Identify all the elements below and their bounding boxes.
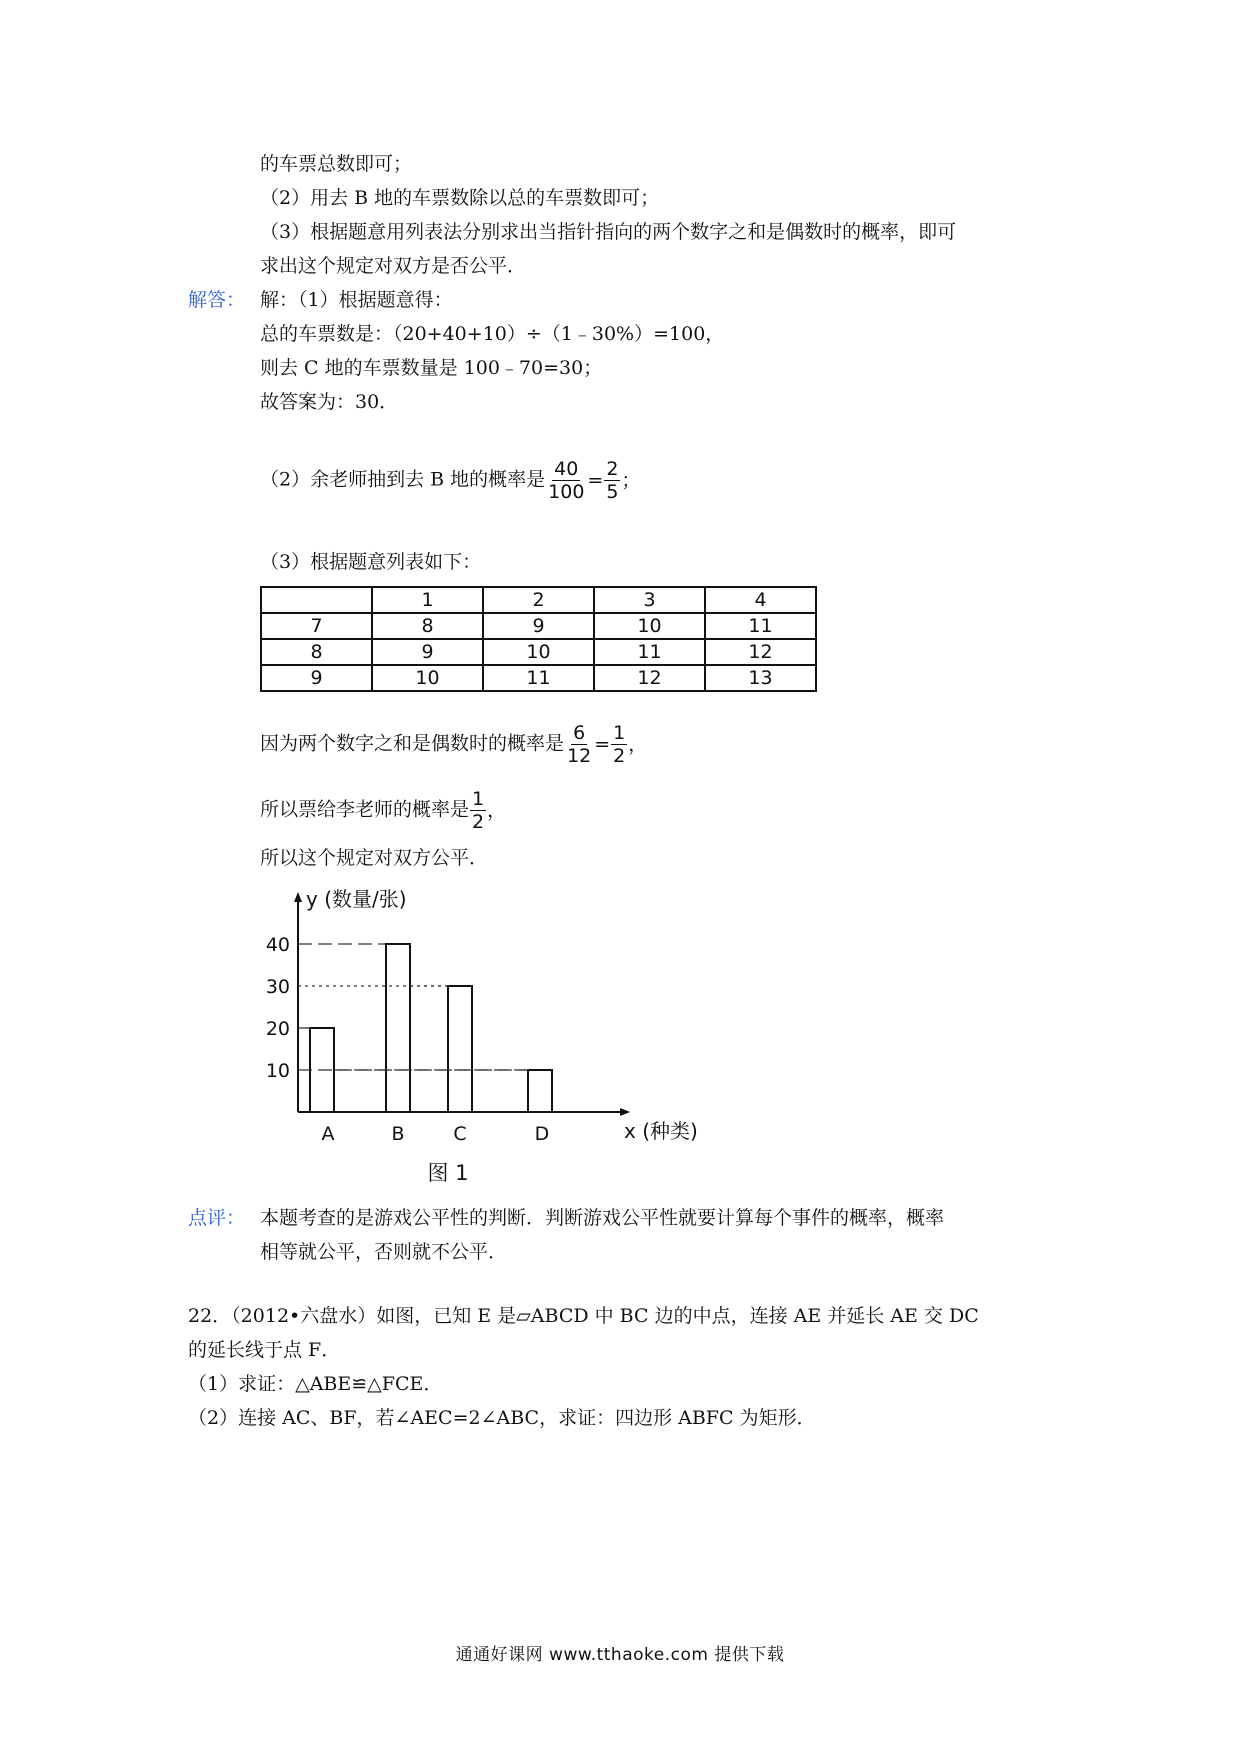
fraction-denominator: 2 (472, 811, 485, 833)
table-cell: 12 (705, 639, 816, 665)
table-cell: 12 (594, 665, 705, 691)
bar (448, 986, 472, 1112)
y-tick-label: 40 (265, 934, 290, 956)
fraction-numerator: 2 (606, 458, 619, 480)
table-cell: 4 (705, 587, 816, 613)
fraction-numerator: 1 (613, 722, 626, 744)
answer-line-4: 故答案为：30． (260, 391, 399, 413)
fraction-denominator: 12 (567, 745, 592, 767)
fraction-6-12 (565, 722, 593, 767)
table-cell: 2 (483, 587, 594, 613)
table-row (261, 613, 816, 639)
fraction-1-2 (611, 722, 627, 767)
problem-22-line-4: （2）连接 AC、BF，若∠AEC=2∠ABC，求证：四边形 ABFC 为矩形． (188, 1407, 816, 1429)
analysis-line-2: （2）用去 B 地的车票数除以总的车票数即可； (260, 187, 660, 209)
even-probability-line (260, 722, 647, 767)
table-cell: 3 (594, 587, 705, 613)
bar (528, 1070, 552, 1112)
answer-label: 解答： (188, 289, 246, 311)
comment-line-2: 相等就公平，否则就不公平． (260, 1241, 508, 1263)
analysis-line-1: 的车票总数即可； (260, 153, 413, 175)
even-prefix: 因为两个数字之和是偶数时的概率是 (260, 732, 565, 755)
answer-line-3: 则去 C 地的车票数量是 100﹣70=30； (260, 357, 603, 379)
sum-table (260, 586, 817, 692)
problem-22-line-2: 的延长线于点 F． (188, 1339, 341, 1361)
li-prefix: 所以票给李老师的概率是 (260, 798, 470, 821)
table-cell (261, 587, 372, 613)
y-tick-label: 20 (265, 1018, 290, 1040)
x-tick-label: D (534, 1123, 550, 1145)
answer-part-3-intro: （3）根据题意列表如下： (260, 551, 482, 573)
problem-22-line-3: （1）求证：△ABE≌△FCE． (188, 1373, 443, 1395)
page-footer: 通通好课网 www.tthaoke.com 提供下载 (455, 1645, 785, 1665)
table-cell: 11 (483, 665, 594, 691)
fraction-denominator: 5 (606, 481, 619, 503)
x-axis-arrow (620, 1108, 630, 1116)
analysis-line-3: （3）根据题意用列表法分别求出当指针指向的两个数字之和是偶数时的概率，即可 (260, 221, 957, 243)
y-axis-label: y (数量/张) (306, 887, 407, 911)
x-tick-label: A (321, 1123, 335, 1145)
even-suffix: ， (628, 733, 648, 756)
fraction-denominator: 100 (548, 481, 585, 503)
conclusion-line: 所以这个规定对双方公平． (260, 847, 489, 869)
part-2-suffix: ； (621, 469, 641, 492)
table-row (261, 639, 816, 665)
fraction-denominator: 2 (613, 745, 626, 767)
chart-caption: 图 1 (427, 1161, 469, 1185)
table-header-row (261, 587, 816, 613)
fraction-40-100 (546, 458, 586, 503)
y-tick-label: 10 (265, 1060, 290, 1082)
table-cell: 10 (594, 613, 705, 639)
table-cell: 11 (705, 613, 816, 639)
fraction-1-2 (470, 788, 486, 833)
x-tick-label: C (453, 1123, 467, 1145)
table-cell: 7 (261, 613, 372, 639)
table-cell: 8 (372, 613, 483, 639)
fraction-2-5 (604, 458, 620, 503)
x-tick-label: B (391, 1123, 405, 1145)
problem-22-line-1: 22．（2012•六盘水）如图，已知 E 是▱ABCD 中 BC 边的中点，连接 AE 并延长 AE 交 DC (188, 1305, 979, 1327)
fraction-numerator: 1 (472, 788, 485, 810)
analysis-line-4: 求出这个规定对双方是否公平． (260, 255, 527, 277)
y-tick-label: 30 (265, 976, 290, 998)
y-axis-arrow (294, 892, 302, 902)
table-cell: 9 (483, 613, 594, 639)
table-cell: 13 (705, 665, 816, 691)
equals-sign: = (587, 469, 604, 492)
answer-part-2 (260, 458, 640, 503)
table-cell: 9 (261, 665, 372, 691)
comment-line-1: 本题考查的是游戏公平性的判断．判断游戏公平性就要计算每个事件的概率，概率 (260, 1207, 945, 1229)
table-cell: 10 (372, 665, 483, 691)
li-probability-line (260, 788, 506, 833)
table-cell: 8 (261, 639, 372, 665)
part-2-prefix: （2）余老师抽到去 B 地的概率是 (260, 468, 546, 491)
bar (386, 944, 410, 1112)
equals-sign: = (594, 733, 611, 756)
table-cell: 1 (372, 587, 483, 613)
table-row (261, 665, 816, 691)
bar-chart (260, 880, 740, 1190)
fraction-numerator: 40 (554, 458, 579, 480)
x-axis-label: x (种类) (624, 1119, 698, 1143)
table-cell: 9 (372, 639, 483, 665)
answer-line-1: 解：（1）根据题意得： (260, 289, 453, 311)
li-suffix: ， (487, 799, 507, 822)
table-cell: 11 (594, 639, 705, 665)
comment-label: 点评： (188, 1207, 246, 1229)
fraction-numerator: 6 (573, 722, 586, 744)
table-cell: 10 (483, 639, 594, 665)
answer-line-2: 总的车票数是：（20+40+10）÷（1﹣30%）=100， (260, 323, 725, 345)
